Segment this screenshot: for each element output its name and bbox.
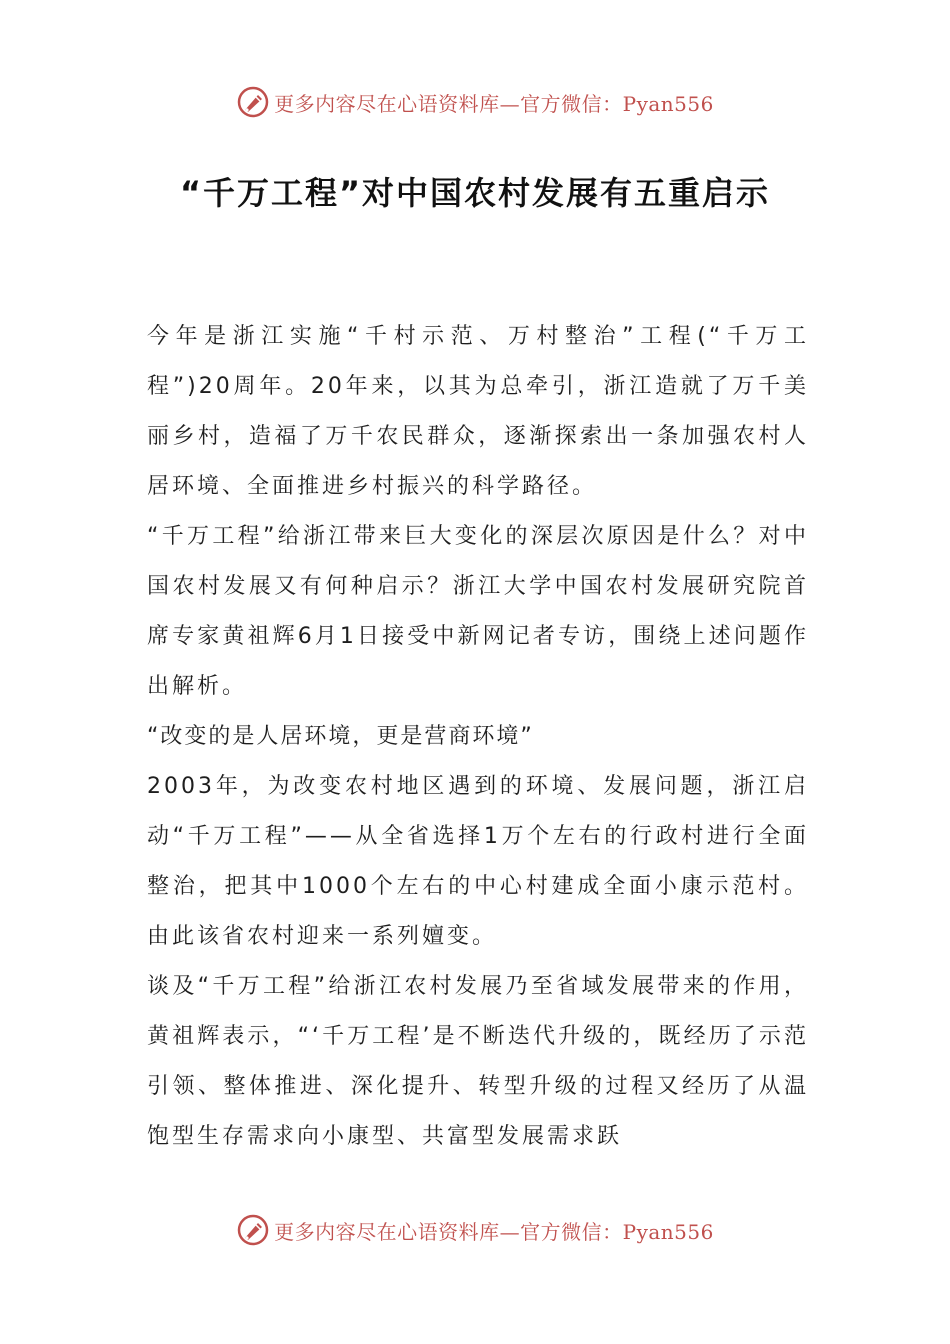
watermark-text: 更多内容尽在心语资料库—官方微信：Pyan556	[274, 91, 714, 116]
page-title: “千万工程”对中国农村发展有五重启示	[179, 174, 771, 212]
paragraph-effects: 谈及“千万工程”给浙江农村发展乃至省域发展带来的作用，黄祖辉表示，“‘千万工程’是不断迭代升级的，既经历了示范引领、整体推进、深化提升、转型升级的过程又经历了从温饱型生存需求向小康型、共富型发展需求跃	[147, 974, 809, 1149]
section-heading: “改变的是人居环境，更是营商环境”	[147, 724, 534, 749]
watermark-banner-top	[0, 82, 950, 122]
paragraph-history: 2003年，为改变农村地区遇到的环境、发展问题，浙江启动“千万工程”——从全省选择1万个左右的行政村进行全面整治，把其中1000个左右的中心村建成全面小康示范村。由此该省农村迎来一系列嬗变。	[147, 774, 809, 949]
watermark-banner-bottom	[0, 1210, 950, 1250]
watermark-text: 更多内容尽在心语资料库—官方微信：Pyan556	[274, 1219, 714, 1244]
paragraph-question: “千万工程”给浙江带来巨大变化的深层次原因是什么？对中国农村发展又有何种启示？浙江大学中国农村发展研究院首席专家黄祖辉6月1日接受中新网记者专访，围绕上述问题作出解析。	[147, 524, 809, 699]
pen-nib-logo-icon	[236, 85, 270, 119]
paragraph-intro: 今年是浙江实施“千村示范、万村整治”工程(“千万工程”)20周年。20年来，以其为总牵引，浙江造就了万千美丽乡村，造福了万千农民群众，逐渐探索出一条加强农村人居环境、全面推进乡村振兴的科学路径。	[147, 324, 809, 499]
article-body	[147, 312, 809, 1162]
pen-nib-logo-icon	[236, 1213, 270, 1247]
